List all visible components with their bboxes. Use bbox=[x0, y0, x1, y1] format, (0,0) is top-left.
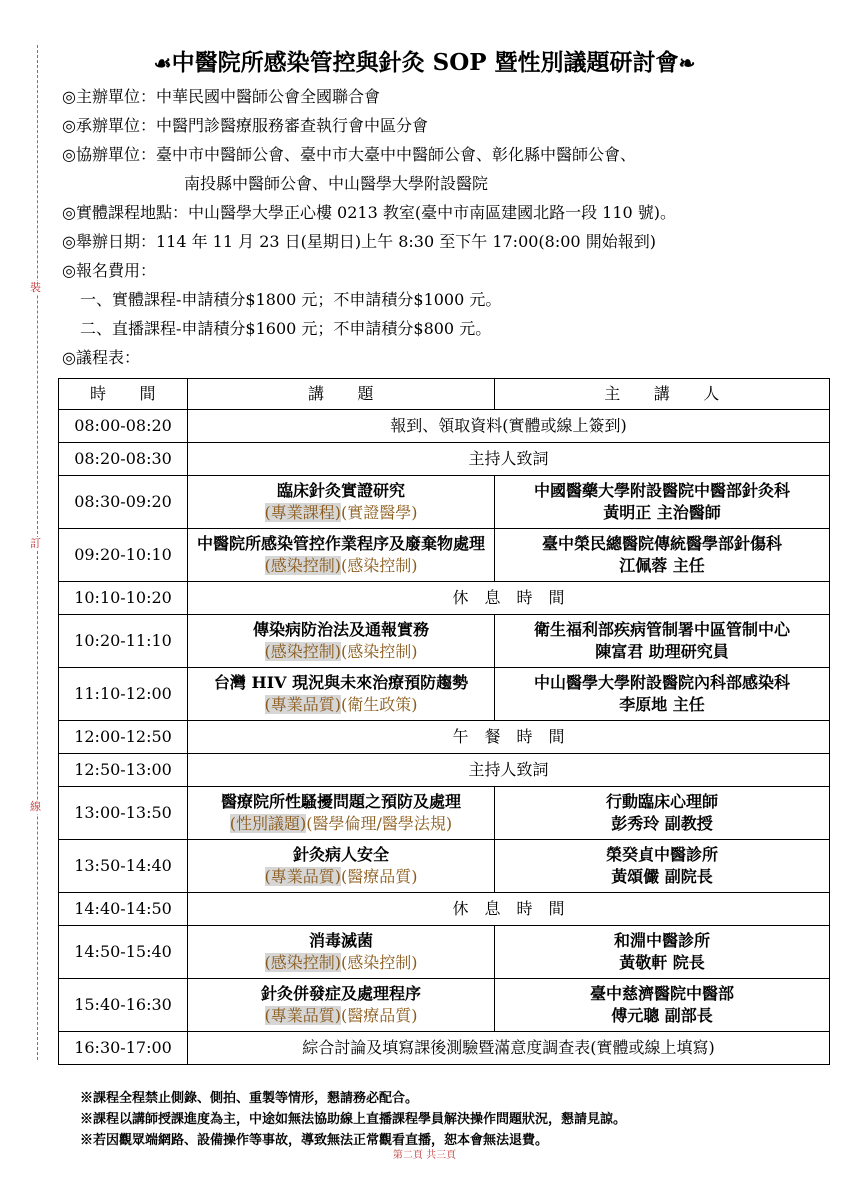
page-title-text: 中醫院所感染管控與針灸 SOP 暨性別議題研討會 bbox=[171, 49, 679, 76]
topic-cell bbox=[188, 476, 495, 529]
binding-mark-bottom: 線 bbox=[30, 800, 41, 813]
page-title bbox=[0, 44, 849, 77]
speaker-cell bbox=[495, 615, 830, 668]
organizer-line: ◎主辦單位：中華民國中醫師公會全國聯合會 bbox=[62, 87, 380, 106]
co-organizer-line: ◎承辦單位：中醫門診醫療服務審查執行會中區分會 bbox=[62, 116, 428, 135]
merged-cell: 主持人致詞 bbox=[188, 443, 830, 476]
time-cell: 08:30-09:20 bbox=[59, 476, 188, 529]
topic-tags bbox=[265, 642, 418, 661]
topic-tag-primary: (專業品質) bbox=[264, 695, 341, 714]
topic-tag-secondary: (實證醫學) bbox=[341, 503, 418, 522]
speaker-name: 傅元聰 副部長 bbox=[611, 1006, 713, 1025]
time-cell: 14:50-15:40 bbox=[59, 926, 188, 979]
topic-tags bbox=[265, 867, 418, 886]
binding-line bbox=[37, 45, 38, 1060]
header-topic: 講 題 bbox=[188, 379, 495, 410]
topic-tag-secondary: (醫療品質) bbox=[341, 867, 418, 886]
header-speaker: 主 講 人 bbox=[495, 379, 830, 410]
topic-tag-primary: (專業品質) bbox=[264, 867, 341, 886]
speaker-affiliation: 和淵中醫診所 bbox=[613, 931, 710, 950]
time-cell: 10:10-10:20 bbox=[59, 582, 188, 615]
speaker-affiliation: 榮癸貞中醫診所 bbox=[605, 845, 718, 864]
table-row bbox=[59, 410, 830, 443]
table-row bbox=[59, 582, 830, 615]
speaker-affiliation: 行動臨床心理師 bbox=[605, 792, 718, 811]
topic-cell bbox=[188, 615, 495, 668]
right-ornament-icon: ❧ bbox=[678, 51, 696, 75]
date-line: ◎舉辦日期：114 年 11 月 23 日(星期日)上午 8:30 至下午 17:00(8:00 開始報到) bbox=[62, 232, 656, 251]
table-row bbox=[59, 787, 830, 840]
speaker-name: 彭秀玲 副教授 bbox=[611, 814, 713, 833]
table-row bbox=[59, 926, 830, 979]
speaker-affiliation: 臺中榮民總醫院傳統醫學部針傷科 bbox=[541, 534, 782, 553]
topic-cell bbox=[188, 840, 495, 893]
time-cell: 15:40-16:30 bbox=[59, 979, 188, 1032]
fee-label: ◎報名費用： bbox=[62, 261, 156, 280]
speaker-cell bbox=[495, 668, 830, 721]
merged-cell: 綜合討論及填寫課後測驗暨滿意度調查表(實體或線上填寫) bbox=[188, 1032, 830, 1065]
topic-cell bbox=[188, 529, 495, 582]
time-cell: 12:50-13:00 bbox=[59, 754, 188, 787]
merged-cell: 休 息 時 間 bbox=[188, 582, 830, 615]
topic-tag-secondary: (感染控制) bbox=[341, 953, 418, 972]
topic-tags bbox=[265, 695, 418, 714]
table-row bbox=[59, 721, 830, 754]
binding-mark-middle: 訂 bbox=[30, 537, 41, 550]
topic-tag-secondary: (衛生政策) bbox=[341, 695, 418, 714]
assisting-line-1: ◎協辦單位：臺中市中醫師公會、臺中市大臺中中醫師公會、彰化縣中醫師公會、 bbox=[62, 145, 636, 164]
topic-tag-primary: (感染控制) bbox=[264, 953, 341, 972]
time-cell: 09:20-10:10 bbox=[59, 529, 188, 582]
topic-tags bbox=[230, 814, 452, 833]
speaker-name: 黃敬軒 院長 bbox=[619, 953, 705, 972]
speaker-cell bbox=[495, 926, 830, 979]
topic-tag-primary: (感染控制) bbox=[264, 556, 341, 575]
agenda-label: ◎議程表： bbox=[62, 348, 140, 367]
table-header-row bbox=[59, 379, 830, 410]
topic-tag-primary: (專業課程) bbox=[264, 503, 341, 522]
speaker-cell bbox=[495, 529, 830, 582]
speaker-name: 江佩蓉 主任 bbox=[619, 556, 705, 575]
topic-cell bbox=[188, 926, 495, 979]
topic-title: 針灸併發症及處理程序 bbox=[260, 984, 421, 1003]
topic-cell bbox=[188, 787, 495, 840]
table-row bbox=[59, 529, 830, 582]
time-cell: 10:20-11:10 bbox=[59, 615, 188, 668]
table-row bbox=[59, 443, 830, 476]
topic-title: 醫療院所性騷擾問題之預防及處理 bbox=[220, 792, 461, 811]
table-row bbox=[59, 668, 830, 721]
table-row bbox=[59, 840, 830, 893]
note-2: ※課程以講師授課進度為主，中途如無法協助線上直播課程學員解決操作問題狀況，懇請見諒。 bbox=[80, 1112, 627, 1127]
topic-tags bbox=[265, 503, 418, 522]
venue-line: ◎實體課程地點：中山醫學大學正心樓 0213 教室(臺中市南區建國北路一段 110 號)。 bbox=[62, 203, 677, 222]
left-ornament-icon: ☙ bbox=[153, 51, 172, 75]
header-time: 時 間 bbox=[59, 379, 188, 410]
binding-mark-top: 裝 bbox=[30, 281, 41, 294]
topic-tag-primary: (性別議題) bbox=[229, 814, 307, 833]
speaker-name: 李原地 主任 bbox=[619, 695, 705, 714]
topic-tag-secondary: (感染控制) bbox=[341, 642, 418, 661]
time-cell: 14:40-14:50 bbox=[59, 893, 188, 926]
note-1: ※課程全程禁止側錄、側拍、重製等情形，懇請務必配合。 bbox=[80, 1091, 419, 1106]
note-3: ※若因觀眾端網路、設備操作等事故，導致無法正常觀看直播，恕本會無法退費。 bbox=[80, 1133, 549, 1148]
topic-title: 中醫院所感染管控作業程序及廢棄物處理 bbox=[196, 534, 485, 553]
speaker-affiliation: 臺中慈濟醫院中醫部 bbox=[589, 984, 734, 1003]
topic-title: 針灸病人安全 bbox=[292, 845, 389, 864]
notes bbox=[80, 1088, 626, 1151]
merged-cell: 午 餐 時 間 bbox=[188, 721, 830, 754]
merged-cell: 休 息 時 間 bbox=[188, 893, 830, 926]
table-row bbox=[59, 754, 830, 787]
topic-tag-secondary: (醫學倫理/醫學法規) bbox=[306, 814, 453, 833]
time-cell: 13:00-13:50 bbox=[59, 787, 188, 840]
table-row bbox=[59, 1032, 830, 1065]
speaker-cell bbox=[495, 979, 830, 1032]
fee-line-1: 一、實體課程-申請積分$1800 元；不申請積分$1000 元。 bbox=[80, 290, 502, 309]
topic-title: 傳染病防治法及通報實務 bbox=[252, 620, 429, 639]
speaker-cell bbox=[495, 840, 830, 893]
time-cell: 08:00-08:20 bbox=[59, 410, 188, 443]
topic-title: 臨床針灸實證研究 bbox=[276, 481, 405, 500]
table-row bbox=[59, 615, 830, 668]
merged-cell: 報到、領取資料(實體或線上簽到) bbox=[188, 410, 830, 443]
speaker-name: 黃明正 主治醫師 bbox=[603, 503, 721, 522]
fee-line-2: 二、直播課程-申請積分$1600 元；不申請積分$800 元。 bbox=[80, 319, 492, 338]
agenda-table bbox=[58, 378, 830, 1065]
topic-cell bbox=[188, 668, 495, 721]
topic-tag-secondary: (醫療品質) bbox=[341, 1006, 418, 1025]
topic-tag-primary: (專業品質) bbox=[264, 1006, 341, 1025]
speaker-cell bbox=[495, 787, 830, 840]
speaker-name: 陳富君 助理研究員 bbox=[595, 642, 729, 661]
event-info bbox=[62, 82, 822, 372]
topic-tags bbox=[265, 556, 418, 575]
topic-cell bbox=[188, 979, 495, 1032]
merged-cell: 主持人致詞 bbox=[188, 754, 830, 787]
speaker-cell bbox=[495, 476, 830, 529]
topic-title: 台灣 HIV 現況與未來治療預防趨勢 bbox=[213, 673, 469, 692]
table-row bbox=[59, 979, 830, 1032]
speaker-affiliation: 中山醫學大學附設醫院內科部感染科 bbox=[533, 673, 790, 692]
time-cell: 16:30-17:00 bbox=[59, 1032, 188, 1065]
topic-tags bbox=[265, 1006, 418, 1025]
time-cell: 12:00-12:50 bbox=[59, 721, 188, 754]
speaker-name: 黃頌儼 副院長 bbox=[611, 867, 713, 886]
speaker-affiliation: 衛生福利部疾病管制署中區管制中心 bbox=[533, 620, 790, 639]
topic-tags bbox=[265, 953, 418, 972]
topic-tag-primary: (感染控制) bbox=[264, 642, 341, 661]
topic-tag-secondary: (感染控制) bbox=[341, 556, 418, 575]
table-row bbox=[59, 893, 830, 926]
time-cell: 11:10-12:00 bbox=[59, 668, 188, 721]
table-row bbox=[59, 476, 830, 529]
time-cell: 13:50-14:40 bbox=[59, 840, 188, 893]
topic-title: 消毒滅菌 bbox=[308, 931, 373, 950]
page-number: 第二頁 共三頁 bbox=[392, 1150, 457, 1161]
time-cell: 08:20-08:30 bbox=[59, 443, 188, 476]
assisting-line-2: 南投縣中醫師公會、中山醫學大學附設醫院 bbox=[184, 174, 489, 193]
speaker-affiliation: 中國醫藥大學附設醫院中醫部針灸科 bbox=[533, 481, 790, 500]
